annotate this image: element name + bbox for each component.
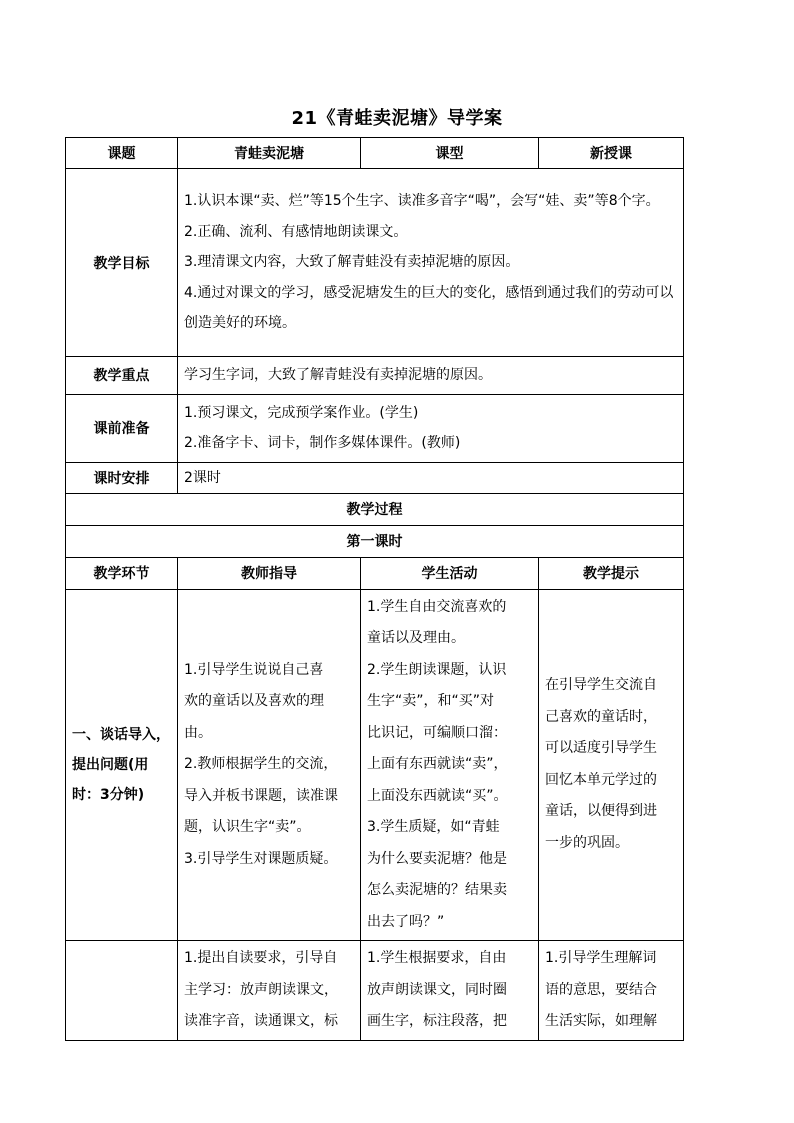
col-teacher: 教师指导 [178,557,361,589]
col-phase: 教学环节 [66,557,178,589]
step-tip: 1.引导学生理解词 语的意思，要结合 生活实际，如理解 [545,950,657,1029]
step-student: 1.学生根据要求，自由 放声朗读课文，同时圈 画生字，标注段落，把 [367,950,507,1029]
prep-label: 课前准备 [66,394,178,462]
lesson-plan-table [65,137,684,1041]
header-row [66,138,684,169]
page-title: 21《青蛙卖泥塘》导学案 [291,108,503,129]
step-student: 1.学生自由交流喜欢的 童话以及理由。 2.学生朗读课题，认识 生字“卖”，和“买”对 比识记，可编顺口溜： 上面有东西就读“卖”， 上面没东西就读“买”。 3.学生质疑，如“青蛙 为什么要卖泥塘？他是 怎么卖泥塘的？结果卖 出去了吗？” [367,598,508,930]
goals-text: 1.认识本课“卖、烂”等15个生字、读准多音字“喝”，会写“娃、卖”等8个字。 2.正确、流利、有感情地朗读课文。 3.理清课文内容，大致了解青蛙没有卖掉泥塘的原因。 4.通过对课文的学习，感受泥塘发生的巨大的变化，感悟到通过我们的劳动可以创造美好的环境。 [184,193,674,332]
type-label: 课型 [361,138,539,169]
focus-label: 教学重点 [66,357,178,395]
step-teacher: 1.提出自读要求，引导自 主学习：放声朗读课文， 读准字音，读通课文，标 [184,950,338,1029]
period-title-row [66,525,684,557]
prep-row [66,394,684,462]
process-title-row [66,493,684,525]
columns-row [66,557,684,589]
period-title: 第一课时 [66,525,684,557]
time-row [66,462,684,493]
process-title: 教学过程 [66,493,684,525]
col-student: 学生活动 [361,557,539,589]
step-phase: 一、谈话导入， 提出问题(用 时：3分钟) [72,726,170,803]
step-row [66,589,684,941]
col-tip: 教学提示 [539,557,684,589]
step-row [66,941,684,1041]
prep-text: 1.预习课文，完成预学案作业。(学生) 2.准备字卡、词卡，制作多媒体课件。(教师) [184,404,461,451]
step-teacher: 1.引导学生说说自己喜 欢的童话以及喜欢的理 由。 2.教师根据学生的交流， 导入并板书课题，读准课 题，认识生字“卖”。 3.引导学生对课题质疑。 [184,661,338,867]
goals-label: 教学目标 [66,169,178,357]
topic-label: 课题 [66,138,178,169]
type-value: 新授课 [539,138,684,169]
time-text: 2课时 [184,469,221,486]
topic-value: 青蛙卖泥塘 [178,138,361,169]
time-label: 课时安排 [66,462,178,493]
focus-row [66,357,684,395]
focus-text: 学习生字词，大致了解青蛙没有卖掉泥塘的原因。 [184,367,492,383]
step-tip: 在引导学生交流自 己喜欢的童话时， 可以适度引导学生 回忆本单元学过的 童话，以便得到进 一步的巩固。 [545,677,657,851]
goals-row [66,169,684,357]
